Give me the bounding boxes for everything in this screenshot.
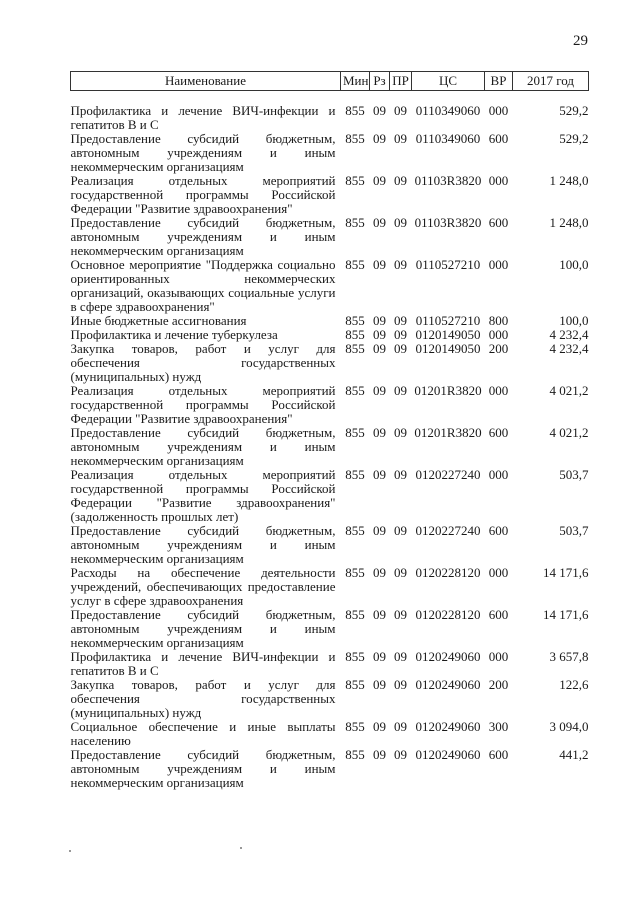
table-row — [71, 216, 589, 258]
cell-name: Расходы на обеспечение деятельности учреждений, обеспечивающих предоставление услуг в сфере здравоохранения — [70, 565, 336, 608]
cell-min: 855 — [345, 327, 365, 342]
cell-amount: 529,2 — [559, 131, 589, 146]
cell-vr: 000 — [488, 173, 509, 188]
cell-cs: 0120249060 — [415, 747, 481, 762]
cell-vr: 000 — [488, 565, 509, 580]
table-row — [71, 342, 589, 384]
cell-name: Закупка товаров, работ и услуг для обеспечения государственных (муниципальных) нужд — [70, 341, 336, 384]
cell-rz: 09 — [373, 677, 386, 692]
cell-pr: 09 — [394, 467, 407, 482]
cell-vr: 000 — [488, 649, 509, 664]
cell-pr: 09 — [394, 215, 407, 230]
table-header — [71, 72, 589, 91]
cell-vr: 600 — [488, 607, 509, 622]
cell-name: Профилактика и лечение туберкулеза — [70, 327, 278, 342]
table-row — [71, 608, 589, 650]
cell-pr: 09 — [394, 649, 407, 664]
cell-min: 855 — [345, 173, 365, 188]
table-row — [71, 132, 589, 174]
cell-cs: 0110527210 — [415, 257, 481, 272]
cell-rz: 09 — [373, 649, 386, 664]
cell-min: 855 — [345, 383, 365, 398]
cell-cs: 0120149050 — [415, 341, 481, 356]
cell-cs: 0120228120 — [415, 565, 481, 580]
cell-amount: 14 171,6 — [543, 607, 589, 622]
cell-name: Предоставление субсидий бюджетным, автономным учреждениям и иным некоммерческим организациям — [70, 523, 336, 566]
table-body — [71, 91, 589, 791]
cell-amount: 1 248,0 — [549, 173, 589, 188]
cell-pr: 09 — [394, 607, 407, 622]
header-min: Мин — [341, 72, 370, 91]
cell-cs: 0110349060 — [415, 103, 481, 118]
cell-amount: 503,7 — [559, 467, 589, 482]
scan-speck — [69, 850, 71, 852]
cell-cs: 0120249060 — [415, 677, 481, 692]
cell-amount: 529,2 — [559, 103, 589, 118]
cell-pr: 09 — [394, 327, 407, 342]
cell-min: 855 — [345, 565, 365, 580]
cell-min: 855 — [345, 523, 365, 538]
cell-vr: 600 — [488, 425, 509, 440]
cell-rz: 09 — [373, 341, 386, 356]
scan-speck — [240, 847, 242, 849]
cell-name: Предоставление субсидий бюджетным, автономным учреждениям и иным некоммерческим организациям — [70, 425, 336, 468]
table-row — [71, 720, 589, 748]
cell-name: Реализация отдельных мероприятий государственной программы Российской Федерации "Развитие здравоохранения" — [70, 173, 336, 216]
cell-vr: 000 — [488, 467, 509, 482]
cell-amount: 4 232,4 — [549, 327, 589, 342]
cell-name: Профилактика и лечение ВИЧ-инфекции и гепатитов В и С — [70, 103, 336, 132]
cell-vr: 000 — [488, 257, 509, 272]
cell-pr: 09 — [394, 719, 407, 734]
cell-vr: 600 — [488, 131, 509, 146]
cell-min: 855 — [345, 215, 365, 230]
header-pr: ПР — [390, 72, 412, 91]
cell-cs: 01201R3820 — [414, 425, 482, 440]
cell-cs: 01201R3820 — [414, 383, 482, 398]
cell-amount: 3 094,0 — [549, 719, 589, 734]
cell-pr: 09 — [394, 677, 407, 692]
cell-cs: 0120227240 — [415, 523, 481, 538]
cell-min: 855 — [345, 103, 365, 118]
cell-pr: 09 — [394, 747, 407, 762]
cell-pr: 09 — [394, 103, 407, 118]
cell-name: Закупка товаров, работ и услуг для обеспечения государственных (муниципальных) нужд — [70, 677, 336, 720]
cell-min: 855 — [345, 607, 365, 622]
cell-pr: 09 — [394, 425, 407, 440]
cell-min: 855 — [345, 719, 365, 734]
cell-pr: 09 — [394, 131, 407, 146]
cell-rz: 09 — [373, 747, 386, 762]
cell-rz: 09 — [373, 383, 386, 398]
table-row — [71, 91, 589, 133]
cell-name: Социальное обеспечение и иные выплаты населению — [70, 719, 336, 748]
cell-amount: 503,7 — [559, 523, 589, 538]
cell-name: Предоставление субсидий бюджетным, автономным учреждениям и иным некоммерческим организациям — [70, 747, 336, 790]
cell-vr: 200 — [488, 341, 509, 356]
cell-min: 855 — [345, 425, 365, 440]
cell-min: 855 — [345, 467, 365, 482]
cell-pr: 09 — [394, 341, 407, 356]
cell-pr: 09 — [394, 565, 407, 580]
table-row — [71, 748, 589, 790]
cell-amount: 4 232,4 — [549, 341, 589, 356]
cell-cs: 0120149050 — [415, 327, 481, 342]
cell-pr: 09 — [394, 313, 407, 328]
cell-cs: 0110349060 — [415, 131, 481, 146]
cell-pr: 09 — [394, 383, 407, 398]
cell-cs: 0120227240 — [415, 467, 481, 482]
cell-name: Профилактика и лечение ВИЧ-инфекции и гепатитов В и С — [70, 649, 336, 678]
cell-vr: 600 — [488, 215, 509, 230]
cell-rz: 09 — [373, 425, 386, 440]
cell-name: Предоставление субсидий бюджетным, автономным учреждениям и иным некоммерческим организациям — [70, 607, 336, 650]
cell-amount: 100,0 — [559, 257, 589, 272]
cell-rz: 09 — [373, 607, 386, 622]
cell-rz: 09 — [373, 523, 386, 538]
cell-min: 855 — [345, 649, 365, 664]
cell-vr: 000 — [488, 327, 509, 342]
cell-name: Предоставление субсидий бюджетным, автономным учреждениям и иным некоммерческим организациям — [70, 131, 336, 174]
cell-amount: 4 021,2 — [549, 383, 589, 398]
cell-name: Предоставление субсидий бюджетным, автономным учреждениям и иным некоммерческим организациям — [70, 215, 336, 258]
budget-table — [70, 71, 589, 790]
cell-vr: 000 — [488, 103, 509, 118]
cell-min: 855 — [345, 257, 365, 272]
table-row — [71, 566, 589, 608]
table-row — [71, 328, 589, 342]
table-row — [71, 650, 589, 678]
cell-rz: 09 — [373, 173, 386, 188]
cell-amount: 441,2 — [559, 747, 589, 762]
cell-pr: 09 — [394, 257, 407, 272]
cell-amount: 14 171,6 — [543, 565, 589, 580]
cell-rz: 09 — [373, 467, 386, 482]
cell-rz: 09 — [373, 327, 386, 342]
cell-amount: 4 021,2 — [549, 425, 589, 440]
cell-rz: 09 — [373, 719, 386, 734]
cell-vr: 200 — [488, 677, 509, 692]
table-row — [71, 426, 589, 468]
table-row — [71, 678, 589, 720]
cell-vr: 000 — [488, 383, 509, 398]
cell-amount: 100,0 — [559, 313, 589, 328]
table-row — [71, 524, 589, 566]
cell-rz: 09 — [373, 103, 386, 118]
cell-cs: 01103R3820 — [414, 173, 482, 188]
cell-min: 855 — [345, 677, 365, 692]
header-rz: Рз — [370, 72, 390, 91]
cell-amount: 122,6 — [559, 677, 589, 692]
cell-rz: 09 — [373, 131, 386, 146]
cell-cs: 0110527210 — [415, 313, 481, 328]
cell-cs: 0120228120 — [415, 607, 481, 622]
table-row — [71, 384, 589, 426]
header-vr: ВР — [485, 72, 513, 91]
table-row — [71, 314, 589, 328]
cell-rz: 09 — [373, 215, 386, 230]
cell-name: Иные бюджетные ассигнования — [70, 313, 247, 328]
cell-name: Основное мероприятие "Поддержка социально ориентированных некоммерческих организаций, оказывающих социальные услуги в сфере здравоохранения" — [70, 257, 336, 314]
header-year: 2017 год — [513, 72, 589, 91]
cell-rz: 09 — [373, 257, 386, 272]
cell-cs: 0120249060 — [415, 719, 481, 734]
cell-pr: 09 — [394, 523, 407, 538]
cell-rz: 09 — [373, 565, 386, 580]
table-row — [71, 258, 589, 314]
cell-name: Реализация отдельных мероприятий государственной программы Российской Федерации "Развитие здравоохранения" — [70, 383, 336, 426]
cell-min: 855 — [345, 313, 365, 328]
cell-cs: 01103R3820 — [414, 215, 482, 230]
cell-min: 855 — [345, 131, 365, 146]
cell-pr: 09 — [394, 173, 407, 188]
table-row — [71, 468, 589, 524]
header-name: Наименование — [71, 72, 341, 91]
cell-rz: 09 — [373, 313, 386, 328]
cell-vr: 800 — [488, 313, 509, 328]
cell-amount: 3 657,8 — [549, 649, 589, 664]
cell-vr: 300 — [488, 719, 509, 734]
cell-cs: 0120249060 — [415, 649, 481, 664]
cell-min: 855 — [345, 747, 365, 762]
page-number: 29 — [573, 33, 588, 49]
cell-vr: 600 — [488, 523, 509, 538]
cell-name: Реализация отдельных мероприятий государственной программы Российской Федерации "Развитие здравоохранения" (задолженность прошлых лет) — [70, 467, 336, 524]
cell-min: 855 — [345, 341, 365, 356]
cell-amount: 1 248,0 — [549, 215, 589, 230]
cell-vr: 600 — [488, 747, 509, 762]
header-cs: ЦС — [412, 72, 485, 91]
table-row — [71, 174, 589, 216]
